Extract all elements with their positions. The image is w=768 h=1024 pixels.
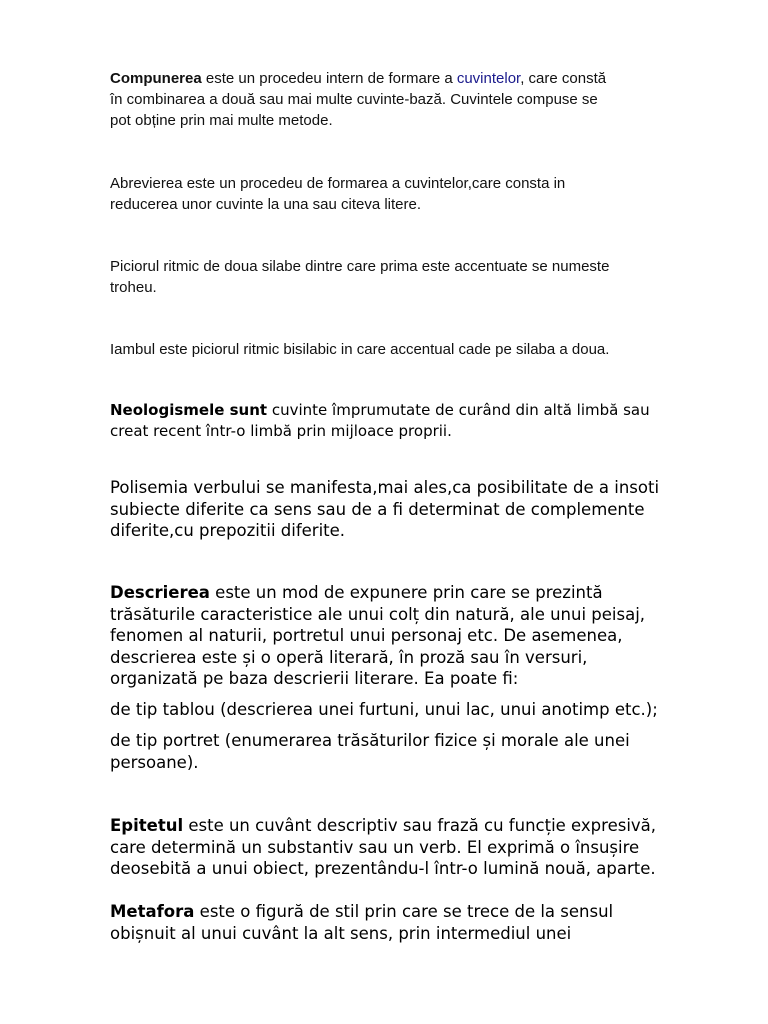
polisemia-line-3: diferite,cu prepozitii diferite. (110, 521, 346, 540)
link-cuvintelor[interactable]: cuvintelor (456, 70, 521, 87)
troheu-line-1: Piciorul ritmic de doua silabe dintre care prima este accentuate se numeste (110, 258, 610, 275)
polisemia-line-1: Polisemia verbului se manifesta,mai ales,ca posibilitate de a insoti (110, 478, 660, 497)
paragraph-epitetul (110, 815, 656, 880)
term-neologismele: Neologismele sunt (110, 401, 268, 419)
epitetul-line-2: care determină un substantiv sau un verb. El exprimă o însușire (110, 837, 640, 857)
portret-line-2: persoane). (110, 752, 199, 772)
term-compunerea: Compunerea (110, 70, 202, 87)
compunerea-line-3: pot obține prin mai multe metode. (110, 112, 333, 129)
term-epitetul: Epitetul (110, 816, 184, 835)
paragraph-compunerea (110, 68, 606, 131)
polisemia-line-2: subiecte diferite ca sens sau de a fi determinat de complemente (110, 499, 645, 519)
iambul-line-1: Iambul este piciorul ritmic bisilabic in care accentual cade pe silaba a doua. (110, 341, 610, 358)
compunerea-text: este un procedeu intern de formare a (201, 70, 457, 87)
descrierea-line-5: organizată pe baza descrierii literare. Ea poate fi: (110, 669, 519, 688)
paragraph-troheu (110, 256, 609, 298)
metafora-line-1 (110, 901, 613, 923)
paragraph-neologismele (110, 400, 650, 442)
epitetul-line-1 (110, 815, 656, 837)
portret-line-1: de tip portret (enumerarea trăsăturilor fizice și morale ale unei (110, 731, 630, 750)
neologismele-line-2: creat recent într-o limbă prin mijloace proprii. (110, 422, 452, 440)
descrierea-portret (110, 730, 630, 773)
paragraph-metafora (110, 901, 613, 944)
descrierea-line-1 (110, 582, 645, 604)
descrierea-text: este un mod de expunere prin care se prezintă (209, 583, 603, 602)
paragraph-descrierea (110, 582, 645, 690)
epitetul-line-3: deosebită a unui obiect, prezentându-l într-o lumină nouă, aparte. (110, 859, 656, 878)
descrierea-line-4: descrierea este și o operă literară, în proză sau în versuri, (110, 647, 588, 667)
troheu-line-2: troheu. (110, 279, 157, 296)
descrierea-line-2: trăsăturile caracteristice ale unui colț din natură, ale unui peisaj, (110, 604, 646, 624)
descrierea-line-3: fenomen al naturii, portretul unui personaj etc. De asemenea, (110, 626, 623, 645)
metafora-line-2: obișnuit al unui cuvânt la alt sens, prin intermediul unei (110, 923, 572, 943)
neologismele-line-1 (110, 400, 650, 421)
term-descrierea: Descrierea (110, 583, 210, 602)
term-metafora: Metafora (110, 902, 195, 921)
epitetul-text: este un cuvânt descriptiv sau frază cu funcție expresivă, (183, 816, 657, 835)
compunerea-text-end: , care constă (520, 70, 607, 87)
paragraph-iambul (110, 339, 609, 360)
abrevierea-line-2: reducerea unor cuvinte la una sau citeva litere. (110, 196, 422, 213)
compunerea-line-2: în combinarea a două sau mai multe cuvinte-bază. Cuvintele compuse se (110, 91, 598, 108)
paragraph-abrevierea (110, 173, 565, 215)
compunerea-line-1 (110, 68, 606, 89)
neologismele-text: cuvinte împrumutate de curând din altă limbă sau (267, 401, 650, 419)
paragraph-polisemia (110, 477, 659, 542)
descrierea-tablou: de tip tablou (descrierea unei furtuni, unui lac, unui anotimp etc.); (110, 700, 658, 719)
abrevierea-line-1: Abrevierea este un procedeu de formarea a cuvintelor,care consta in (110, 175, 566, 192)
metafora-text: este o figură de stil prin care se trece de la sensul (194, 902, 614, 921)
